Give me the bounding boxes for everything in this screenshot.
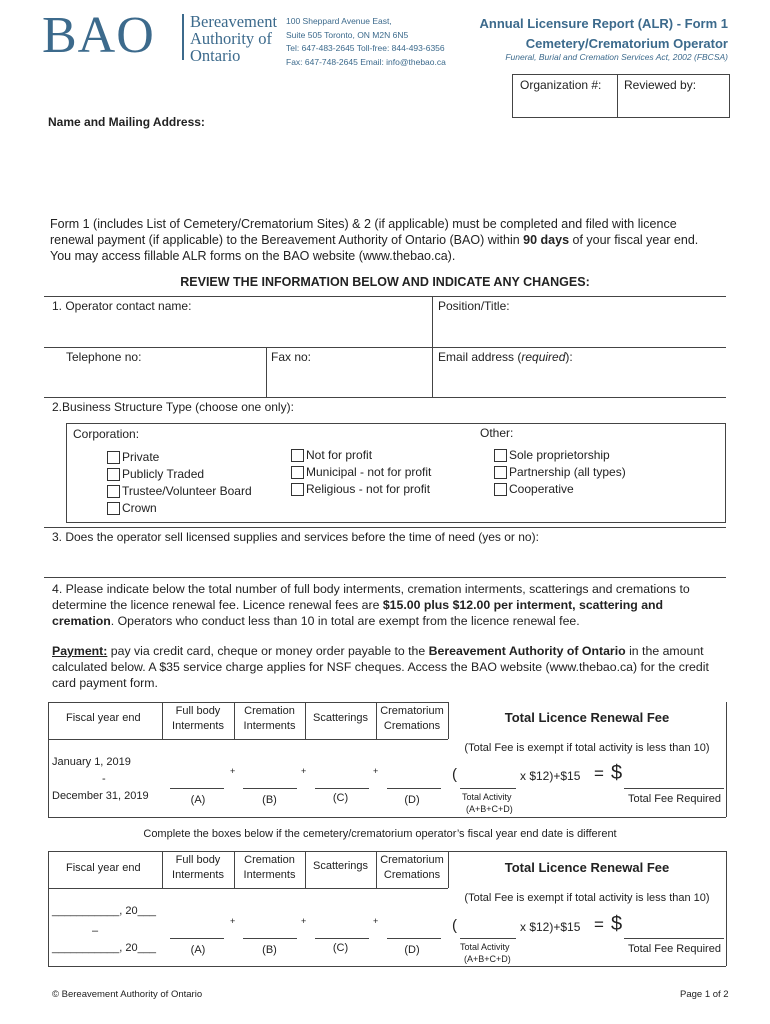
total-fee-required: Total Fee Required (628, 793, 721, 805)
plus-2: + (301, 766, 307, 776)
intro-line-2 (50, 232, 698, 248)
intro-line-2a: renewal payment (if applicable) to the Bereavement Authority of Ontario (BAO) within (50, 233, 524, 247)
input-a-2[interactable] (170, 938, 224, 939)
hdr-cremations: Cremations (383, 720, 441, 732)
total-fee-input[interactable] (624, 788, 724, 789)
total-activity-text: Total Activity (462, 792, 512, 802)
pay-line-2: calculated below. A $35 service charge applies for NSF cheques. Access the BAO website (www.thebao.ca) for the credit (52, 660, 709, 674)
pay-1c: in the amount (625, 644, 704, 658)
hdr-interments-4: Interments (243, 869, 296, 881)
checkbox-label: Municipal - not for profit (306, 465, 432, 479)
s4-line-3 (52, 613, 728, 629)
checkbox-label: Sole proprietorship (509, 448, 610, 462)
checkbox-partnership[interactable] (494, 464, 626, 481)
name-address-field[interactable] (48, 135, 488, 205)
input-a[interactable] (170, 788, 224, 789)
date-from-2[interactable]: ___________, 20___ (52, 905, 156, 917)
exempt-note-2: (Total Fee is exempt if total activity is less than 10) (464, 892, 710, 904)
checkbox-square[interactable] (291, 466, 304, 479)
checkbox-label: Cooperative (509, 482, 574, 496)
s1-divider (432, 296, 433, 348)
organization-number-label: Organization #: (520, 78, 602, 92)
s1-divider-3 (432, 347, 433, 397)
intro-line-2c: of your fiscal year end. (569, 233, 699, 247)
intro-paragraph (50, 216, 698, 264)
position-title-label: Position/Title: (438, 299, 510, 313)
pay-bao: Bereavement Authority of Ontario (428, 644, 626, 658)
plus-1: + (230, 766, 236, 776)
t1-bottom (48, 817, 726, 818)
s4-fee-text: $15.00 plus $12.00 per interment, scattering and (382, 598, 664, 612)
checkbox-label: Religious - not for profit (306, 482, 431, 496)
form-title-line-2: Cemetery/Crematorium Operator (525, 36, 728, 51)
corporation-label: Corporation: (73, 427, 140, 441)
abcd-text: (A+B+C+D) (466, 804, 513, 814)
s3-top-line (44, 527, 726, 528)
name-address-label: Name and Mailing Address: (48, 115, 205, 129)
input-d-2[interactable] (387, 938, 441, 939)
address-line-2: Suite 505 Toronto, ON M2N 6N5 (286, 29, 409, 40)
fax-label: Fax no: (271, 350, 312, 364)
checkbox-municipal[interactable] (291, 464, 431, 481)
operator-contact-label: 1. Operator contact name: (52, 299, 192, 313)
date-to: December 31, 2019 (52, 790, 149, 802)
checkbox-private[interactable] (107, 449, 252, 466)
t2-header-bottom (48, 888, 448, 889)
input-b[interactable] (243, 788, 297, 789)
fax-email-line: Fax: 647-748-2645 Email: info@thebao.ca (286, 56, 446, 67)
s3-bottom-line (44, 577, 726, 578)
col-c-2: (C) (332, 942, 349, 954)
dollar-sign-2: $ (611, 913, 623, 935)
checkbox-crown[interactable] (107, 500, 252, 517)
col-d: (D) (404, 794, 420, 806)
full-body-header (162, 704, 234, 734)
email-label-text: Email address ( (438, 350, 522, 364)
plus-5: + (301, 916, 307, 926)
logo-line-2: Authority of (190, 29, 273, 48)
s4-line-1: 4. Please indicate below the total number of full body interments, cremation interments, scatterings and cremations to (52, 582, 690, 596)
col-b-2: (B) (262, 944, 277, 956)
t1-left (48, 702, 49, 817)
org-box-divider (617, 74, 618, 117)
hdr-interments-3: Interments (172, 869, 224, 881)
input-c-2[interactable] (315, 938, 369, 939)
checkbox-label: Private (122, 450, 160, 464)
s4-line-3b: . Operators who conduct less than 10 in total are exempt from the licence renewal fee. (110, 614, 580, 628)
review-heading: REVIEW THE INFORMATION BELOW AND INDICATE ANY CHANGES: (180, 275, 590, 289)
date-to-2[interactable]: ___________, 20___ (52, 942, 156, 954)
pay-line-3: card payment form. (52, 676, 158, 690)
total-fee-title-2: Total Licence Renewal Fee (504, 860, 670, 875)
checkbox-publicly-traded[interactable] (107, 466, 252, 483)
col-c: (C) (332, 792, 349, 804)
other-label: Other: (480, 426, 514, 440)
pay-1a: pay via credit card, cheque or money order payable to the (107, 644, 429, 658)
checkbox-square[interactable] (107, 468, 120, 481)
t2-bottom (48, 966, 726, 967)
address-line-1: 100 Sheppard Avenue East, (286, 16, 392, 26)
checkbox-religious[interactable] (291, 481, 431, 498)
s1-bottom-line (44, 397, 726, 398)
hdr-interments: Interments (172, 720, 224, 732)
reviewed-by-label: Reviewed by: (624, 78, 697, 92)
fiscal-year-end-header: Fiscal year end (66, 712, 141, 724)
s1-top-line (44, 296, 726, 297)
logo-line-1: Bereavement (190, 12, 278, 31)
different-note: Complete the boxes below if the cemetery/crematorium operator’s fiscal year end date is different (143, 828, 617, 840)
plus-3: + (373, 766, 379, 776)
open-paren: ( (452, 766, 457, 783)
total-activity-label (462, 791, 513, 815)
phone-line: Tel: 647-483-2645 Toll-free: 844-493-6356 (286, 43, 445, 53)
col-d-2: (D) (404, 944, 420, 956)
exempt-note: (Total Fee is exempt if total activity is less than 10) (464, 742, 710, 754)
checkbox-square[interactable] (291, 449, 304, 462)
fiscal-year-end-header-2: Fiscal year end (66, 862, 141, 874)
t2-left (48, 851, 49, 966)
total-activity-input[interactable] (460, 788, 516, 789)
s4-line-2 (52, 597, 728, 613)
crematorium-header (376, 704, 448, 734)
pay-line-1 (52, 643, 732, 659)
checkbox-not-for-profit[interactable] (291, 447, 431, 464)
total-fee-required-2: Total Fee Required (628, 943, 721, 955)
checkbox-label: Partnership (all types) (509, 465, 626, 479)
email-label (438, 350, 573, 364)
abcd-text-2: (A+B+C+D) (464, 954, 511, 964)
s4-cremation: cremation (52, 614, 111, 628)
total-fee-input-2[interactable] (624, 938, 724, 939)
col-b: (B) (262, 794, 277, 806)
checkbox-sole-proprietorship[interactable] (494, 447, 626, 464)
input-c[interactable] (315, 788, 369, 789)
act-reference: Funeral, Burial and Cremation Services Act, 2002 (FBCSA) (505, 52, 728, 62)
payment-paragraph (52, 643, 732, 691)
t2-right (726, 851, 727, 966)
t1-top (48, 702, 448, 703)
col-a: (A) (190, 794, 206, 806)
contact-info (286, 15, 446, 69)
cremation-interments-header (234, 704, 305, 734)
hdr-full-body: Full body (175, 705, 221, 717)
nfp-options (291, 447, 431, 498)
hdr-crematorium-2: Crematorium (380, 854, 444, 866)
business-structure-label: 2.Business Structure Type (choose one only): (52, 400, 294, 414)
email-required: required (521, 350, 566, 364)
checkbox-label: Publicly Traded (122, 467, 205, 481)
form-title (480, 14, 728, 54)
hdr-cremation-2: Cremation (244, 854, 295, 866)
other-options (494, 447, 626, 498)
logo-line-3: Ontario (190, 46, 241, 65)
checkbox-square[interactable] (107, 485, 120, 498)
checkbox-square[interactable] (494, 466, 507, 479)
intro-line-3: You may access fillable ALR forms on the BAO website (www.thebao.ca). (50, 249, 456, 263)
input-b-2[interactable] (243, 938, 297, 939)
col-a-2: (A) (190, 944, 206, 956)
checkbox-square[interactable] (494, 483, 507, 496)
hdr-crematorium: Crematorium (380, 705, 444, 717)
scatterings-header-2: Scatterings (312, 860, 369, 872)
bao-logo: BAO (42, 7, 155, 64)
plus-6: + (373, 916, 379, 926)
telephone-label: Telephone no: (66, 350, 142, 364)
hdr-cremations-2: Cremations (383, 869, 441, 881)
full-body-header-2 (162, 853, 234, 883)
logo-wordmark (190, 13, 277, 64)
intro-90-days: 90 days (523, 233, 570, 247)
date-dash: - (102, 773, 106, 785)
s1-mid-line (44, 347, 726, 348)
equals-sign: = (594, 764, 604, 783)
payment-label: Payment: (52, 644, 108, 658)
total-fee-title: Total Licence Renewal Fee (504, 710, 670, 725)
t1-right (726, 702, 727, 817)
total-activity-input-2[interactable] (460, 938, 516, 939)
input-d[interactable] (387, 788, 441, 789)
crematorium-header-2 (376, 853, 448, 883)
checkbox-label: Trustee/Volunteer Board (122, 484, 252, 498)
total-activity-text-2: Total Activity (460, 942, 510, 952)
section4-paragraph (52, 581, 728, 629)
logo-divider (182, 14, 184, 60)
t2-top (48, 851, 726, 852)
section3-label: 3. Does the operator sell licensed supplies and services before the time of need (yes or no): (52, 530, 539, 544)
date-dash-2: – (92, 925, 99, 937)
fee-formula-2: x $12)+$15 (520, 920, 581, 934)
checkbox-square[interactable] (107, 502, 120, 515)
footer-page: Page 1 of 2 (680, 989, 729, 1000)
equals-sign-2: = (594, 915, 604, 934)
checkbox-trustee[interactable] (107, 483, 252, 500)
form-title-line-1: Annual Licensure Report (ALR) - Form 1 (479, 16, 728, 31)
checkbox-label: Not for profit (306, 448, 373, 462)
s1-divider-2 (266, 347, 267, 397)
hdr-interments-2: Interments (243, 720, 296, 732)
date-from: January 1, 2019 (52, 756, 131, 768)
scatterings-header: Scatterings (312, 712, 369, 724)
t1-header-bottom (48, 739, 448, 740)
hdr-full-body-2: Full body (175, 854, 221, 866)
intro-line-1: Form 1 (includes List of Cemetery/Crematorium Sites) & 2 (if applicable) must be completed and filed with licence (50, 217, 677, 231)
email-label-close: ): (565, 350, 573, 364)
total-activity-label-2 (460, 941, 511, 965)
fee-formula: x $12)+$15 (520, 769, 581, 783)
checkbox-square[interactable] (494, 449, 507, 462)
corp-options (107, 449, 252, 517)
checkbox-square[interactable] (291, 483, 304, 496)
checkbox-label: Crown (122, 501, 157, 515)
checkbox-cooperative[interactable] (494, 481, 626, 498)
s4-line-2a: determine the licence renewal fee. Licence renewal fees are (52, 598, 383, 612)
cremation-interments-header-2 (234, 853, 305, 883)
dollar-sign: $ (611, 762, 623, 784)
footer-copyright: © Bereavement Authority of Ontario (52, 989, 203, 1000)
checkbox-square[interactable] (107, 451, 120, 464)
hdr-cremation: Cremation (244, 705, 295, 717)
open-paren-2: ( (452, 917, 457, 934)
plus-4: + (230, 916, 236, 926)
